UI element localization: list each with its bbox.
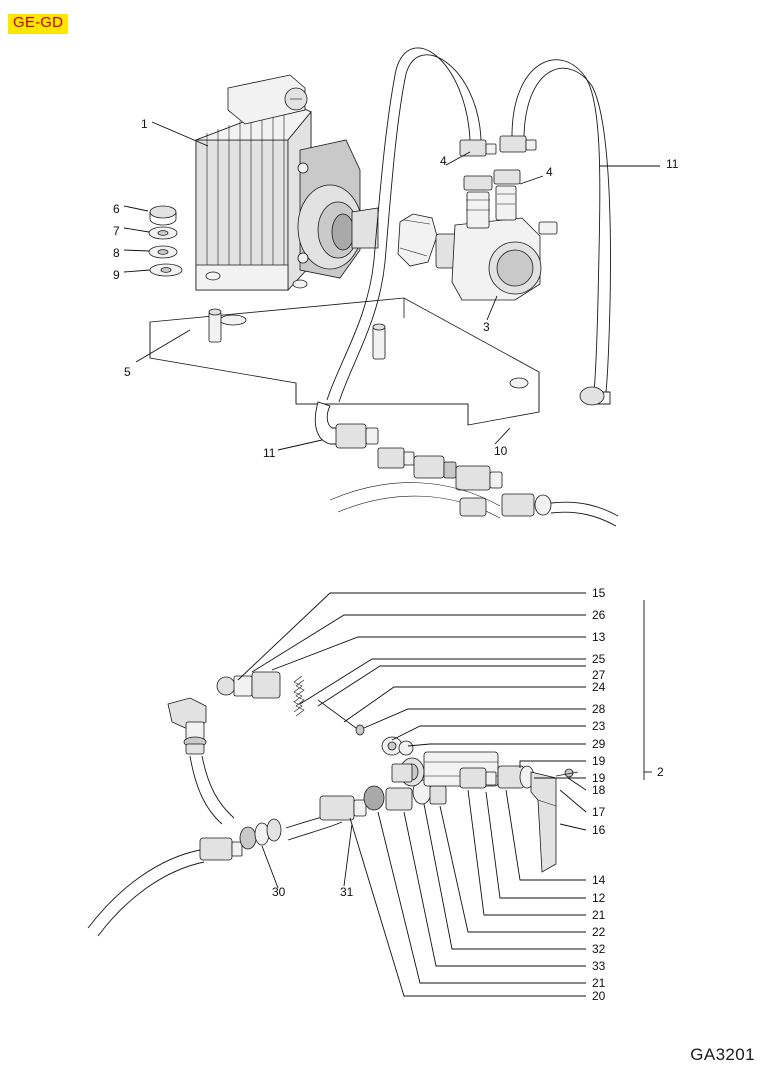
callout-19-b: 19 [592,771,606,785]
bracket-part-16 [531,769,578,872]
hose-fittings-parts-4 [460,136,536,156]
manifold-block-part-2 [392,752,534,788]
callout-27: 27 [592,668,606,682]
callout-33: 33 [592,959,606,973]
callout-32: 32 [592,942,606,956]
callout-1: 1 [141,117,148,131]
callout-11-lower: 11 [263,446,276,460]
callout-23: 23 [592,719,606,733]
callout-19-a: 19 [592,754,606,768]
inline-coupler-assembly [330,448,618,526]
callout-13: 13 [592,630,606,644]
spring-and-rod-group [217,672,413,755]
callout-3: 3 [483,320,490,334]
callout-14: 14 [592,873,606,887]
page-tag-badge: GE-GD [8,14,68,34]
callout-18: 18 [592,783,606,797]
callout-17: 17 [592,805,606,819]
callout-21-b: 21 [592,976,606,990]
callout-12: 12 [592,891,606,905]
callout-29: 29 [592,737,606,751]
callout-8: 8 [113,246,120,260]
callout-28: 28 [592,702,606,716]
callout-4-right: 4 [546,165,553,179]
callout-31: 31 [340,885,354,899]
elbow-fitting [168,698,206,754]
fastener-stack-parts-6-9 [149,206,182,276]
callout-7: 7 [113,224,120,238]
callout-9: 9 [113,268,120,282]
callout-26: 26 [592,608,606,622]
callout-6: 6 [113,202,120,216]
callout-15: 15 [592,586,606,600]
center-hose-part-31 [286,780,446,840]
base-plate-part-5 [150,298,539,425]
callout-24: 24 [592,680,606,694]
pump-head-part-3 [398,170,557,300]
drawing-number: GA3201 [690,1045,755,1064]
callout-22: 22 [592,925,606,939]
lower-assembly-drawing [88,593,652,996]
callout-25: 25 [592,652,606,666]
group-bracket-part-2 [644,600,652,780]
callout-2: 2 [657,765,664,779]
electric-motor-part-1 [196,75,378,290]
callout-11-upper: 11 [666,157,679,171]
callout-16: 16 [592,823,606,837]
callout-30: 30 [272,885,286,899]
callout-21-a: 21 [592,908,606,922]
callout-5: 5 [124,365,131,379]
callout-10: 10 [494,444,508,458]
left-hose-part-30 [88,756,281,936]
callout-20: 20 [592,989,606,1003]
upper-assembly-drawing [124,48,660,526]
callout-4-left: 4 [440,154,447,168]
